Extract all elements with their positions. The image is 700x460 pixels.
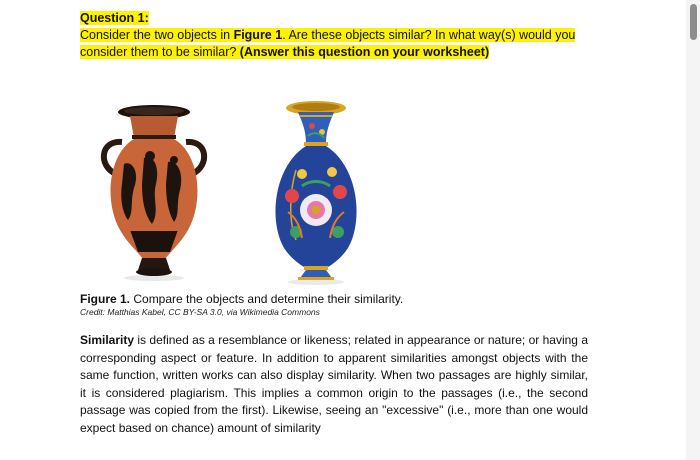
- question-line-2: [80, 45, 489, 59]
- greek-amphora-image: [94, 102, 214, 282]
- caption-label: Figure 1.: [80, 292, 131, 306]
- image-credit: Credit: Matthias Kabel, CC BY-SA 3.0, via Wikimedia Commons: [80, 307, 320, 317]
- similarity-term: Similarity: [80, 333, 135, 347]
- similarity-paragraph: [80, 332, 588, 437]
- question-line2-text: consider them to be similar?: [80, 45, 240, 59]
- figure-1-images: [88, 96, 408, 286]
- scrollbar-thumb[interactable]: [690, 4, 697, 40]
- question-line1-rest: . Are these objects similar? In what way(s) would you: [282, 28, 576, 42]
- cloisonne-vase-image: [266, 100, 366, 286]
- question-title: Question 1:: [80, 11, 149, 25]
- figure-reference: Figure 1: [233, 28, 283, 42]
- similarity-definition: is defined as a resemblance or likeness; related in appearance or nature; or having a corresponding aspect or feature. In addition to apparent similarities amongst objects with the same function, written works can also display similarity. When two passages are highly similar, it is considered plagiarism. This implies a common origin to the passages (i.e., the second passage was copied from the first). Likewise, seeing an "excessive" (i.e., more than one would expect based on chance) amount of similarity: [80, 333, 588, 435]
- worksheet-instruction: (Answer this question on your worksheet): [239, 45, 490, 59]
- figure-caption: [80, 292, 580, 307]
- question-line1-text: Consider the two objects in: [80, 28, 234, 42]
- caption-text: Compare the objects and determine their similarity.: [130, 292, 404, 306]
- question-block: [80, 10, 600, 61]
- vertical-scrollbar[interactable]: [686, 0, 700, 460]
- question-line-1: [80, 28, 575, 42]
